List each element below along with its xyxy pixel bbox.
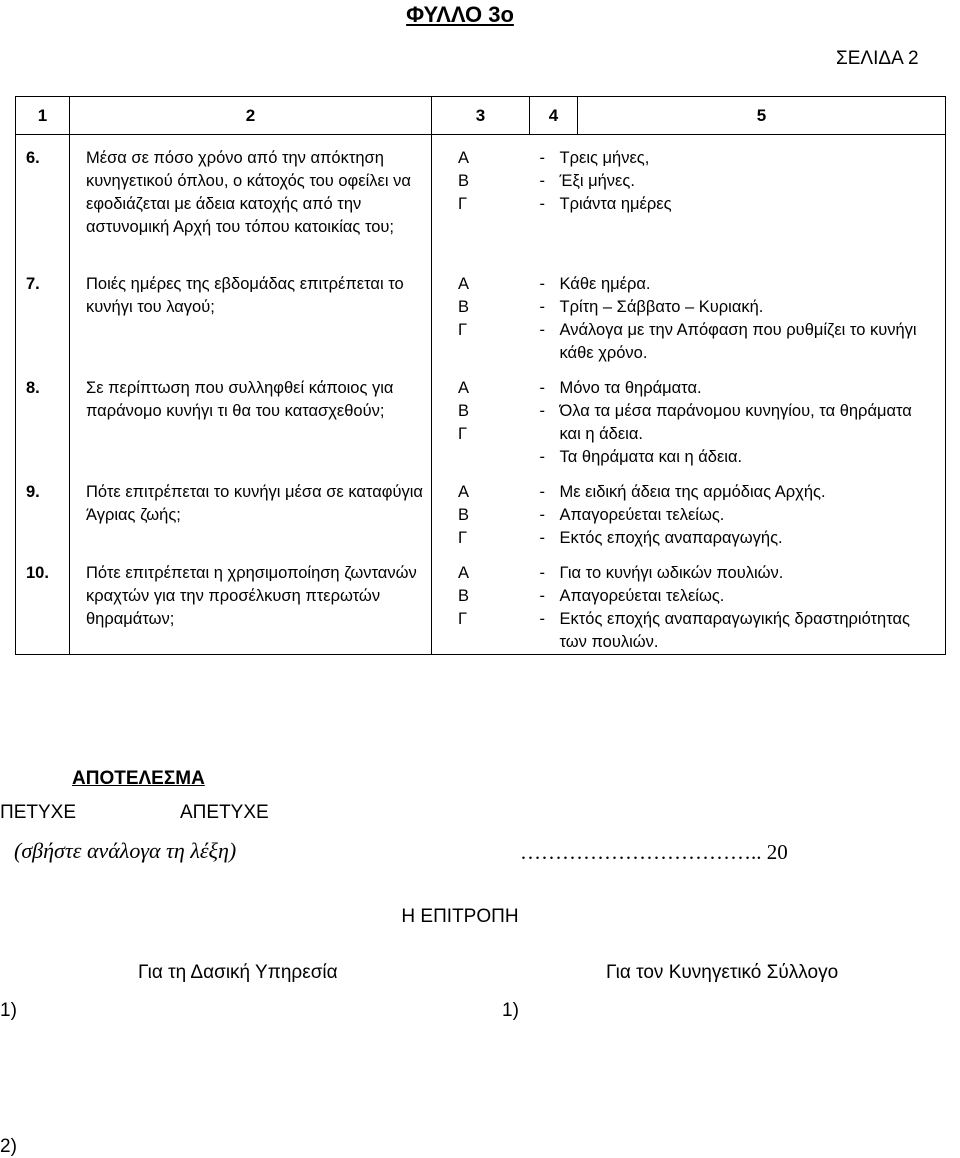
answer-dash: - xyxy=(539,448,545,466)
question-number: 7. xyxy=(16,261,70,365)
answer-item xyxy=(530,504,946,527)
option-letter: Γ xyxy=(458,321,468,339)
question-row xyxy=(16,550,946,655)
answer-text: Για το κυνήγι ωδικών πουλιών. xyxy=(559,564,784,582)
question-number: 8. xyxy=(16,365,70,469)
answer-text: Τα θηράματα και η άδεια. xyxy=(559,448,743,466)
option-letters xyxy=(432,469,530,550)
answer-item xyxy=(530,400,946,446)
answer-item xyxy=(530,296,946,319)
column-header: 5 xyxy=(578,97,946,135)
option-letter: Β xyxy=(458,172,470,190)
answer-dash: - xyxy=(539,587,545,605)
answer-dash: - xyxy=(539,149,545,167)
option-letter: Α xyxy=(458,275,470,293)
result-fail: ΑΠΕΤΥΧΕ xyxy=(180,802,269,823)
sheet-title: ΦΥΛΛΟ 3ο xyxy=(406,2,514,27)
answer-dash: - xyxy=(539,379,545,397)
result-hint: (σβήστε ανάλογα τη λέξη) xyxy=(14,838,237,863)
answer-text: Απαγορεύεται τελείως. xyxy=(559,506,725,524)
option-letter: Β xyxy=(458,402,470,420)
answer-text: Τρεις μήνες, xyxy=(559,149,650,167)
signature-1-right: 1) xyxy=(502,1000,519,1021)
answer-dash: - xyxy=(539,298,545,316)
column-header: 2 xyxy=(70,97,432,135)
answer-text: Εκτός εποχής αναπαραγωγής. xyxy=(559,529,783,547)
answer-dash: - xyxy=(539,195,545,213)
answer-dash: - xyxy=(539,564,545,582)
question-row xyxy=(16,261,946,365)
column-header: 4 xyxy=(530,97,578,135)
question-text: Μέσα σε πόσο χρόνο από την απόκτηση κυνηγετικού όπλου, ο κάτοχός του οφείλει να εφοδιάζεται με άδεια κατοχής από την αστυνομική Αρχή του τόπου κατοικίας του; xyxy=(70,135,432,262)
answer-dash: - xyxy=(539,529,545,547)
answer-item xyxy=(530,377,946,400)
answer-dash: - xyxy=(539,402,545,420)
option-letters xyxy=(432,261,530,365)
answer-dash: - xyxy=(539,483,545,501)
answer-dash: - xyxy=(539,321,545,339)
page-number: ΣΕΛΙΔΑ 2 xyxy=(836,48,919,69)
option-letter: Α xyxy=(458,564,470,582)
answer-options xyxy=(530,261,946,365)
question-row xyxy=(16,469,946,550)
answer-dash: - xyxy=(539,172,545,190)
option-letter: Γ xyxy=(458,529,468,547)
answer-text: Τρίτη – Σάββατο – Κυριακή. xyxy=(559,298,764,316)
answer-item xyxy=(530,585,946,608)
question-row xyxy=(16,135,946,262)
answer-item xyxy=(530,481,946,504)
answer-options xyxy=(530,550,946,655)
question-number: 9. xyxy=(16,469,70,550)
question-number: 6. xyxy=(16,135,70,262)
table-header-row xyxy=(16,97,946,135)
question-row xyxy=(16,365,946,469)
hunting-club-label: Για τον Κυνηγετικό Σύλλογο xyxy=(606,962,839,983)
answer-text: Μόνο τα θηράματα. xyxy=(559,379,702,397)
answer-item xyxy=(530,273,946,296)
answer-item xyxy=(530,527,946,550)
option-letter: Β xyxy=(458,506,470,524)
answer-item xyxy=(530,608,946,654)
answer-text: Ανάλογα με την Απόφαση που ρυθμίζει το κυνήγι κάθε χρόνο. xyxy=(559,321,917,362)
questions-table xyxy=(15,96,946,655)
answer-text: Κάθε ημέρα. xyxy=(559,275,651,293)
answer-item xyxy=(530,319,946,365)
answer-options xyxy=(530,365,946,469)
option-letters xyxy=(432,550,530,655)
answer-text: Έξι μήνες. xyxy=(559,172,635,190)
answer-item xyxy=(530,193,946,216)
question-text: Πότε επιτρέπεται το κυνήγι μέσα σε καταφύγια Άγριας ζωής; xyxy=(70,469,432,550)
signature-2-left: 2) xyxy=(0,1136,17,1157)
question-number: 10. xyxy=(16,550,70,655)
answer-dash: - xyxy=(539,275,545,293)
answer-options xyxy=(530,469,946,550)
answer-text: Εκτός εποχής αναπαραγωγικής δραστηριότητας των πουλιών. xyxy=(559,610,911,651)
question-text: Ποιές ημέρες της εβδομάδας επιτρέπεται το κυνήγι του λαγού; xyxy=(70,261,432,365)
option-letters xyxy=(432,135,530,262)
option-letter: Α xyxy=(458,149,470,167)
answer-dash: - xyxy=(539,610,545,628)
answer-item xyxy=(530,147,946,170)
option-letter: Α xyxy=(458,483,470,501)
result-title: ΑΠΟΤΕΛΕΣΜΑ xyxy=(72,768,205,789)
answer-options xyxy=(530,135,946,262)
result-pass: ΠΕΤΥΧΕ xyxy=(0,802,77,823)
option-letter: Γ xyxy=(458,425,468,443)
option-letter: Γ xyxy=(458,610,468,628)
option-letter: Β xyxy=(458,298,470,316)
option-letter: Β xyxy=(458,587,470,605)
answer-text: Απαγορεύεται τελείως. xyxy=(559,587,725,605)
answer-text: Όλα τα μέσα παράνομου κυνηγίου, τα θηράματα και η άδεια. xyxy=(559,402,912,443)
answer-dash: - xyxy=(539,506,545,524)
option-letter: Α xyxy=(458,379,470,397)
committee-title: Η ΕΠΙΤΡΟΠΗ xyxy=(401,906,519,927)
question-text: Σε περίπτωση που συλληφθεί κάποιος για παράνομο κυνήγι τι θα του κατασχεθούν; xyxy=(70,365,432,469)
forest-service-label: Για τη Δασική Υπηρεσία xyxy=(138,962,338,983)
answer-item xyxy=(530,170,946,193)
question-text: Πότε επιτρέπεται η χρησιμοποίηση ζωντανών κραχτών για την προσέλκυση πτερωτών θηραμάτων; xyxy=(70,550,432,655)
answer-text: Τριάντα ημέρες xyxy=(559,195,672,213)
score-line: …………………………….. 20 xyxy=(520,840,788,864)
answer-item xyxy=(530,562,946,585)
option-letters xyxy=(432,365,530,469)
answer-text: Με ειδική άδεια της αρμόδιας Αρχής. xyxy=(559,483,826,501)
column-header: 1 xyxy=(16,97,70,135)
column-header: 3 xyxy=(432,97,530,135)
answer-item xyxy=(530,446,946,469)
option-letter: Γ xyxy=(458,195,468,213)
signature-1-left: 1) xyxy=(0,1000,17,1021)
